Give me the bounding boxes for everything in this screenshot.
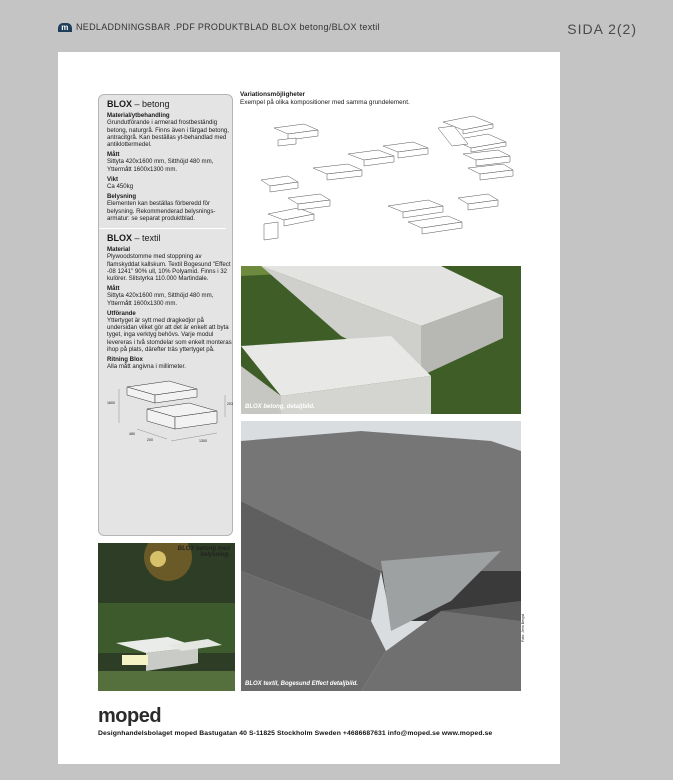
- variation-heading-block: [240, 91, 410, 107]
- textil-material-heading: Material: [107, 246, 131, 254]
- betong-vikt-text: Ca 450kg: [107, 183, 134, 191]
- technical-drawing-svg: [107, 377, 239, 453]
- ritning-heading: Ritning Blox: [107, 356, 143, 364]
- photo-textil-detail: [241, 421, 521, 691]
- textil-material-text: Plywoodstomme med stoppning av flamskyddat kallskum. Textil Bogesund "Effect -08 1241" 90% ull, 10% Polyamid. Finns i 32 kulörer. Slitstyrka 110.000 Martindale.: [107, 253, 231, 283]
- textil-matt-text: Sittyta 420x1600 mm, Sitthöjd 480 mm, Yttermått 1600x1300 mm.: [107, 292, 214, 307]
- photo-belysning-svg: [98, 543, 235, 691]
- betong-matt-heading: Mått: [107, 151, 120, 159]
- dim-1600: 1600: [107, 400, 115, 405]
- dim-1300: 1300: [199, 438, 207, 443]
- dim-203: 203: [227, 401, 233, 406]
- variation-subtitle: Exempel på olika kompositioner med samma grundelement.: [240, 99, 410, 106]
- footer-address: Designhandelsbolaget moped Bastugatan 40 S-11825 Stockholm Sweden +4686687631 info@moped.se www.moped.se: [98, 730, 493, 737]
- photo-belysning: [98, 543, 235, 691]
- header-text: NEDLADDNINGSBAR .PDF PRODUKTBLAD BLOX betong/BLOX textil: [76, 22, 380, 32]
- variation-title: Variationsmöjligheter: [240, 91, 305, 98]
- dim-200: 200: [147, 437, 153, 442]
- divider: [99, 228, 226, 229]
- betong-title: BLOX – betong: [107, 99, 170, 109]
- textil-utforande-text: Yttertyget är sytt med dragkedjor på undersidan vilket gör att det är enkelt att byta tyget, inga verktyg behövs. Varje modul levereras i två stomdelar som enkelt monteras ihop på plats, därefter träs yttertyget på.: [107, 317, 232, 353]
- betong-material-heading: Material/ytbehandling: [107, 112, 170, 120]
- betong-belysning-text: Elementen kan beställas förberedd för belysning. Rekommenderad belysnings-armatur: se separat produktblad.: [107, 200, 216, 222]
- dim-480: 480: [129, 431, 135, 436]
- photo-credit: Foto: Jens Bergst: [521, 613, 525, 642]
- photo-textil-svg: [241, 421, 521, 691]
- caption-photo3: BLOX betong med belysning.: [177, 546, 230, 558]
- textil-title: BLOX – textil: [107, 233, 161, 244]
- header-bar: [58, 22, 380, 32]
- betong-material-text: Grundutförande i armerad frostbeständig betong, naturgrå. Finns även i färgad betong, antracitgrå. Kan beställas yt-behandlad med antiklottermedel.: [107, 119, 229, 149]
- page-number: SIDA 2(2): [567, 21, 637, 37]
- spec-box: [98, 94, 233, 536]
- moped-logo-icon: m: [58, 23, 72, 32]
- textil-matt-heading: Mått: [107, 285, 120, 293]
- photo-betong-detail: [241, 266, 521, 414]
- photo-betong-svg: [241, 266, 521, 414]
- moped-logo: moped: [98, 705, 162, 727]
- betong-belysning-heading: Belysning: [107, 193, 137, 201]
- betong-matt-text: Sittyta 420x1600 mm, Sitthöjd 480 mm, Yttermått 1600x1300 mm.: [107, 158, 214, 173]
- ritning-text: Alla mått angivna i millimeter.: [107, 363, 186, 371]
- caption-photo1: BLOX betong, detaljbild.: [245, 404, 315, 410]
- caption-photo2: BLOX textil, Bogesund Effect detaljbild.: [245, 681, 358, 687]
- technical-drawing: [107, 377, 233, 453]
- composition-drawings: [258, 114, 528, 254]
- textil-utforande-heading: Utförande: [107, 309, 136, 317]
- betong-vikt-heading: Vikt: [107, 175, 119, 183]
- product-sheet: [58, 52, 560, 764]
